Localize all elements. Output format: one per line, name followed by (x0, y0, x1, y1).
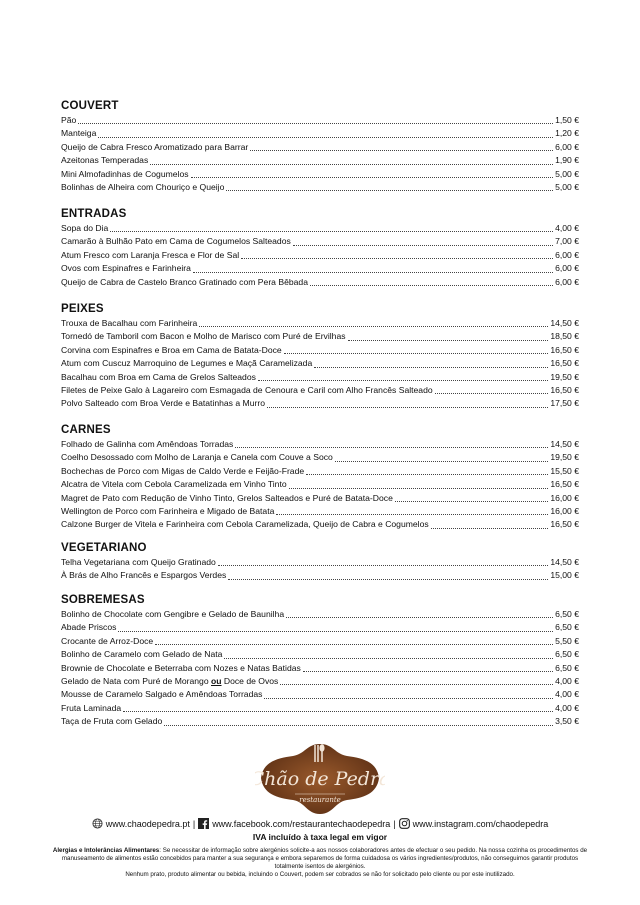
couvert-notice: Nenhum prato, produto alimentar ou bebida, incluindo o Couvert, podem ser cobrados se não for solicitado pelo cliente ou por este inutilizado. (125, 871, 515, 878)
item-price: 4,00 € (555, 689, 579, 700)
dot-leader (191, 177, 554, 178)
menu-item (61, 371, 579, 384)
item-price: 15,50 € (550, 465, 579, 476)
section-title: ENTRADAS (61, 208, 127, 220)
item-price: 5,50 € (555, 635, 579, 646)
menu-section-entradas (61, 207, 579, 289)
item-name: Folhado de Galinha com Amêndoas Torradas (61, 438, 234, 449)
dot-leader (395, 501, 548, 502)
dot-leader (303, 671, 553, 672)
item-name: Filetes de Peixe Galo à Lagareiro com Esmagada de Cenoura e Caril com Alho Francês Salteado (61, 384, 433, 395)
item-name-part: Doce de Ovos (221, 675, 279, 686)
dot-leader (284, 353, 549, 354)
item-name: Polvo Salteado com Broa Verde e Batatinhas a Murro (61, 398, 265, 409)
dot-leader (286, 617, 553, 618)
menu-item (61, 276, 579, 289)
menu-item (61, 141, 579, 154)
item-name: Trouxa de Bacalhau com Farinheira (61, 317, 198, 328)
menu-item (61, 249, 579, 262)
item-price: 6,50 € (555, 649, 579, 660)
item-price: 6,50 € (555, 662, 579, 673)
menu-item (61, 662, 579, 675)
dot-leader (264, 698, 553, 699)
item-price: 16,50 € (550, 479, 579, 490)
menu-item (61, 384, 579, 397)
menu-item (61, 702, 579, 715)
menu-item (61, 262, 579, 275)
item-name: Camarão à Bulhão Pato em Cama de Cogumelos Salteados (61, 236, 291, 247)
item-name: Abade Priscos (61, 622, 117, 633)
item-name: Atum com Cuscuz Marroquino de Legumes e Maçã Caramelizada (61, 358, 313, 369)
item-name: Pão (61, 114, 77, 125)
menu-section-couvert (61, 99, 579, 194)
item-name: Queijo de Cabra de Castelo Branco Gratinado com Pera Bêbada (61, 276, 308, 287)
item-name-part: Gelado de Nata com Puré de Morango (61, 675, 212, 686)
dot-leader (435, 393, 549, 394)
dot-leader (250, 150, 553, 151)
item-name: Queijo de Cabra Fresco Aromatizado para Barrar (61, 141, 249, 152)
item-price: 1,20 € (555, 128, 579, 139)
item-price: 5,00 € (555, 168, 579, 179)
section-title: VEGETARIANO (61, 542, 147, 554)
dot-leader (150, 164, 553, 165)
item-price: 16,50 € (550, 384, 579, 395)
dot-leader (335, 461, 548, 462)
item-price: 3,50 € (555, 716, 579, 727)
item-price: 16,50 € (550, 519, 579, 530)
menu-item (61, 478, 579, 491)
dot-leader (193, 272, 553, 273)
item-price: 1,90 € (555, 155, 579, 166)
logo-text: Chão de Pedra (255, 768, 385, 790)
menu-item (61, 569, 579, 582)
menu-item (61, 715, 579, 728)
instagram-link[interactable]: www.instagram.com/chaodepedra (412, 818, 549, 829)
item-price: 4,00 € (555, 222, 579, 233)
menu-item (61, 556, 579, 569)
menu-item (61, 621, 579, 634)
menu-item (61, 518, 579, 531)
menu-item (61, 154, 579, 167)
iva-notice: IVA incluído à taxa legal em vigor (252, 832, 388, 842)
item-name: Telha Vegetariana com Queijo Gratinado (61, 556, 216, 567)
item-price: 14,50 € (550, 438, 579, 449)
dot-leader (228, 579, 548, 580)
instagram-icon (399, 818, 410, 829)
item-name: Tornedó de Tamboril com Bacon e Molho de Marisco com Puré de Ervilhas (61, 331, 346, 342)
dot-leader (199, 326, 548, 327)
menu-item (61, 397, 579, 410)
item-name: Sopa do Dia (61, 222, 109, 233)
menu-section-sobremesas (61, 593, 579, 729)
dot-leader (348, 340, 549, 341)
menu-item (61, 317, 579, 330)
menu-item (61, 181, 579, 194)
item-price: 1,50 € (555, 114, 579, 125)
menu-item (61, 235, 579, 248)
item-price: 6,00 € (555, 276, 579, 287)
item-price: 19,50 € (550, 371, 579, 382)
item-name: Brownie de Chocolate e Beterraba com Nozes e Natas Batidas (61, 662, 301, 673)
item-price: 16,00 € (550, 505, 579, 516)
dot-leader (289, 488, 549, 489)
dot-leader (310, 285, 553, 286)
menu-section-peixes (61, 302, 579, 411)
item-price: 16,50 € (550, 344, 579, 355)
menu-item (61, 648, 579, 661)
item-name-emphasis: ou (211, 675, 222, 686)
item-name (61, 675, 278, 688)
item-price: 19,50 € (550, 452, 579, 463)
allergy-label: Alergias e Intolerâncias Alimentares (52, 847, 160, 854)
item-price: 15,00 € (550, 570, 579, 581)
facebook-icon (198, 818, 209, 829)
website-link[interactable]: www.chaodepedra.pt (105, 818, 190, 829)
menu-item (61, 330, 579, 343)
dot-leader (218, 565, 549, 566)
menu-item (61, 635, 579, 648)
dot-leader (276, 514, 548, 515)
allergy-notice (0, 847, 640, 879)
dot-leader (78, 123, 553, 124)
item-price: 6,00 € (555, 263, 579, 274)
dot-leader (431, 528, 549, 529)
dot-leader (267, 407, 548, 408)
item-name: À Brás de Alho Francês e Espargos Verdes (61, 570, 227, 581)
item-price: 18,50 € (550, 331, 579, 342)
item-name: Mini Almofadinhas de Cogumelos (61, 168, 189, 179)
dot-leader (241, 258, 553, 259)
menu-item (61, 127, 579, 140)
item-name: Manteiga (61, 128, 97, 139)
item-name: Bochechas de Porco com Migas de Caldo Verde e Feijão-Frade (61, 465, 305, 476)
section-title: SOBREMESAS (61, 594, 145, 606)
facebook-link[interactable]: www.facebook.com/restaurantechaodepedra (212, 818, 391, 829)
item-price: 4,00 € (555, 675, 579, 686)
dot-leader (314, 367, 548, 368)
item-name: Corvina com Espinafres e Broa em Cama de Batata-Doce (61, 344, 282, 355)
dot-leader (226, 190, 553, 191)
dot-leader (118, 631, 553, 632)
item-price: 17,50 € (550, 398, 579, 409)
item-name: Coelho Desossado com Molho de Laranja e Canela com Couve a Soco (61, 452, 333, 463)
menu-item (61, 168, 579, 181)
dot-leader (98, 137, 553, 138)
dot-leader (293, 245, 553, 246)
item-price: 7,00 € (555, 236, 579, 247)
dot-leader (258, 380, 548, 381)
item-name: Bolinho de Chocolate com Gengibre e Gelado de Baunilha (61, 608, 285, 619)
dot-leader (235, 447, 548, 448)
item-price: 6,50 € (555, 622, 579, 633)
item-name: Mousse de Caramelo Salgado e Amêndoas Torradas (61, 689, 263, 700)
allergy-text: : Se necessitar de informação sobre alergénios solicite-a aos nossos colaboradores antes de efectuar o seu pedido. Na nossa cozinha os procedimentos de manuseamento de alimentos estão concebidos para manter a sua segurança e embora separemos de forma cuidadosa os vários ingredientes/produtos, não conseguimos garantir produtos totalmente isentos de alergénios. (61, 847, 588, 870)
item-price: 4,00 € (555, 702, 579, 713)
item-price: 16,50 € (550, 358, 579, 369)
menu-item (61, 438, 579, 451)
item-price: 14,50 € (550, 317, 579, 328)
menu-item (61, 492, 579, 505)
menu-item (61, 505, 579, 518)
menu-item (61, 344, 579, 357)
item-name: Bolinhas de Alheira com Chouriço e Queijo (61, 181, 225, 192)
menu-item (61, 222, 579, 235)
item-name: Bacalhau com Broa em Cama de Grelos Salteados (61, 371, 256, 382)
separator: | (393, 818, 396, 829)
menu-section-vegetariano (61, 541, 579, 583)
menu-item (61, 688, 579, 701)
menu-item (61, 465, 579, 478)
dot-leader (280, 684, 553, 685)
item-name: Magret de Pato com Redução de Vinho Tinto, Grelos Salteados e Puré de Batata-Doce (61, 492, 393, 503)
menu-item (61, 451, 579, 464)
item-price: 16,00 € (550, 492, 579, 503)
item-price: 6,00 € (555, 249, 579, 260)
item-price: 6,50 € (555, 608, 579, 619)
menu-item (61, 114, 579, 127)
logo-subtitle: restaurante (299, 796, 341, 804)
dot-leader (224, 658, 553, 659)
separator: | (192, 818, 196, 829)
menu-item (61, 608, 579, 621)
menu-item (61, 675, 579, 688)
menu-item (61, 357, 579, 370)
section-title: CARNES (61, 424, 111, 436)
item-name: Bolinho de Caramelo com Gelado de Nata (61, 649, 223, 660)
item-name: Calzone Burger de Vitela e Farinheira com Cebola Caramelizada, Queijo de Cabra e Cogumelos (61, 519, 429, 530)
item-name: Ovos com Espinafres e Farinheira (61, 263, 191, 274)
social-links (0, 818, 640, 829)
restaurant-logo (255, 740, 385, 818)
section-title: COUVERT (61, 100, 119, 112)
dot-leader (164, 725, 553, 726)
item-name: Azeitonas Temperadas (61, 155, 149, 166)
globe-icon (92, 818, 103, 829)
item-price: 6,00 € (555, 141, 579, 152)
item-price: 5,00 € (555, 181, 579, 192)
item-name: Wellington de Porco com Farinheira e Migado de Batata (61, 505, 275, 516)
dot-leader (110, 231, 553, 232)
dot-leader (306, 474, 548, 475)
item-name: Taça de Fruta com Gelado (61, 716, 163, 727)
item-name: Alcatra de Vitela com Cebola Caramelizada em Vinho Tinto (61, 479, 287, 490)
item-name: Crocante de Arroz-Doce (61, 635, 154, 646)
dot-leader (123, 711, 553, 712)
item-price: 14,50 € (550, 556, 579, 567)
section-title: PEIXES (61, 303, 104, 315)
dot-leader (155, 644, 553, 645)
item-name: Atum Fresco com Laranja Fresca e Flor de Sal (61, 249, 240, 260)
item-name: Fruta Laminada (61, 702, 122, 713)
menu-section-carnes (61, 423, 579, 532)
